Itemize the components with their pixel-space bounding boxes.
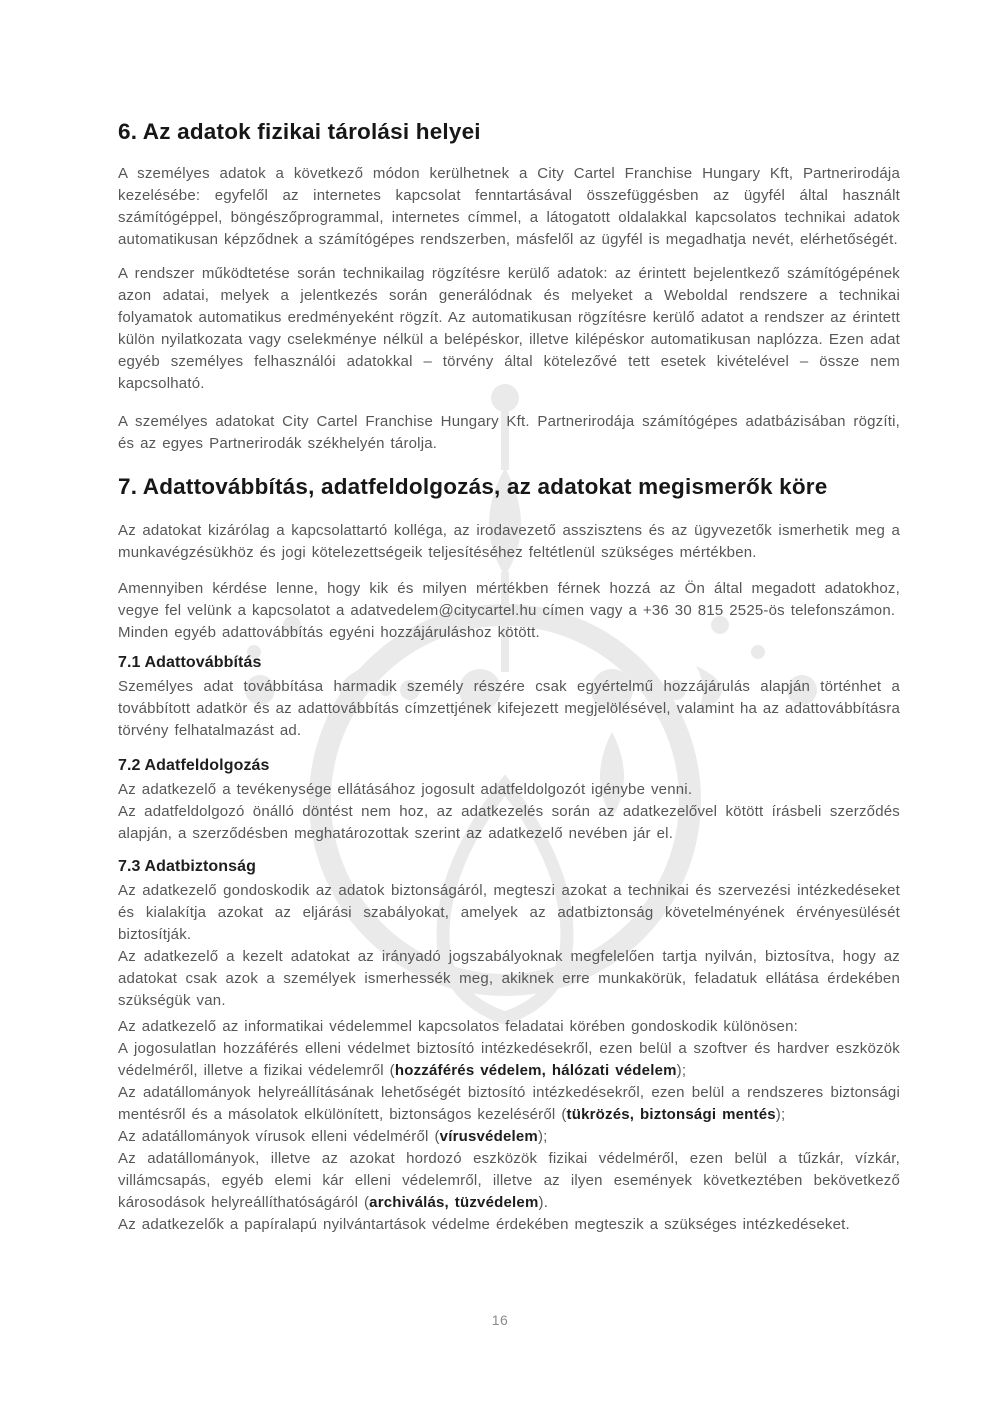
section-7-2-paragraph-1: Az adatkezelő a tevékenysége ellátásához jogosult adatfeldolgozót igénybe venni.: [118, 781, 693, 798]
list-item-bold: vírusvédelem: [439, 1128, 538, 1145]
list-item-bold: tükrözés, biztonsági mentés: [566, 1106, 776, 1123]
section-7-2-paragraph-2: Az adatfeldolgozó önálló döntést nem hoz, az adatkezelés során az adatkezelővel kötött írásbeli szerződés alapján, a szerződésben meghatározottak szerint az adatkezelő nevében jár el.: [118, 803, 900, 842]
section-7-3-paragraph-2: Az adatkezelő a kezelt adatokat az irányadó jogszabályoknak megfelelően tartja nyilván, biztosítva, hogy az adatokat csak azok a személyek ismerhessék meg, akiknek erre munkakörük, feladatuk ellátása érdekében szükségük van.: [118, 948, 900, 1009]
section-7-2-heading: 7.2 Adatfeldolgozás: [118, 757, 270, 774]
section-7-3-paragraph-1: Az adatkezelő gondoskodik az adatok biztonságáról, megteszi azokat a technikai és szervezési intézkedéseket és kialakítja azokat az eljárási szabályokat, amelyek az adatbiztonság követelményének érvényesülését biztosítják.: [118, 882, 900, 943]
section-7-paragraph-3: Minden egyéb adattovábbítás egyéni hozzájáruláshoz kötött.: [118, 624, 540, 641]
page-number: 16: [491, 1312, 509, 1328]
list-item-bold: hozzáférés védelem, hálózati védelem: [394, 1062, 677, 1079]
list-item-text: );: [537, 1128, 548, 1145]
list-item-text: );: [775, 1106, 786, 1123]
section-6-paragraph-1: A személyes adatok a következő módon kerülhetnek a City Cartel Franchise Hungary Kft, Partnerirodája kezelésébe: egyfelől az internetes kapcsolat fenntartásával összefüggésben az ügyfél által használt számítógéppel, böngészőprogrammal, internetes címmel, a látogatott oldalakkal kapcsolatos technikai adatok automatikusan képződnek a számítógépes rendszerben, másfelől az ügyfél is megadhatja nevét, elérhetőségét.: [118, 165, 900, 248]
list-item-text: Az adatállományok vírusok elleni védelméről (: [118, 1128, 440, 1145]
list-item-text: Az adatállományok, illetve az azokat hordozó eszközök fizikai védelméről, ezen belül a tűzkár, vízkár, villámcsapás, egyéb elemi kár elleni védelemről, illetve az ilyen események következtében bekövetkező károsodások helyreállíthatóságáról (: [118, 1150, 900, 1211]
list-item-text: ).: [538, 1194, 549, 1211]
section-6-heading: 6. Az adatok fizikai tárolási helyei: [118, 119, 481, 144]
security-list-item-4: [118, 1148, 900, 1214]
section-7-1-heading: 7.1 Adattovábbítás: [118, 654, 262, 671]
security-list-item-2: [118, 1082, 900, 1126]
document-content: [118, 0, 900, 1236]
section-7-paragraph-1: Az adatokat kizárólag a kapcsolattartó kolléga, az irodavezető asszisztens és az ügyvezetők ismerhetik meg a munkavégzésükhöz és jogi kötelezettségeik teljesítéséhez feltétlenül szükséges mértékben.: [118, 522, 900, 561]
security-list-item-3: [118, 1126, 900, 1148]
list-item-text: Az adatállományok helyreállításának lehetőségét biztosító intézkedésekről, ezen belül a rendszeres biztonsági mentésről és a másolatok elkülönített, biztonságos kezeléséről (: [118, 1084, 900, 1123]
section-7-3-paragraph-final: Az adatkezelők a papíralapú nyilvántartások védelme érdekében megteszik a szükséges intézkedéseket.: [118, 1216, 850, 1233]
section-7-heading: 7. Adattovábbítás, adatfeldolgozás, az adatokat megismerők köre: [118, 474, 828, 499]
list-item-text: A jogosulatlan hozzáférés elleni védelmet biztosító intézkedésekről, ezen belül a szoftver és hardver eszközök védelméről, illetve a fizikai védelemről (: [118, 1040, 900, 1079]
section-7-1-paragraph: Személyes adat továbbítása harmadik személy részére csak egyértelmű hozzájárulás alapján történhet a továbbított adatkör és az adattovábbítás címzettjének kifejezett megjelölésével, valamint ha az adattovábbításra törvény felhatalmazást ad.: [118, 678, 900, 739]
section-7-paragraph-2: Amennyiben kérdése lenne, hogy kik és milyen mértékben férnek hozzá az Ön által megadott adatokhoz, vegye fel velünk a kapcsolatot a adatvedelem@citycartel.hu címen vagy a +36 30 815 2525-ös telefonszámon.: [118, 580, 900, 619]
list-item-bold: archiválás, tüzvédelem: [369, 1194, 539, 1211]
security-list-item-1: [118, 1038, 900, 1082]
section-7-3-heading: 7.3 Adatbiztonság: [118, 858, 257, 875]
section-6-paragraph-3: A személyes adatokat City Cartel Franchise Hungary Kft. Partnerirodája számítógépes adatbázisában rögzíti, és az egyes Partnerirodák székhelyén tárolja.: [118, 413, 900, 452]
security-list-intro: Az adatkezelő az informatikai védelemmel kapcsolatos feladatai körében gondoskodik különösen:: [118, 1018, 798, 1035]
list-item-text: );: [676, 1062, 687, 1079]
section-6-paragraph-2: A rendszer működtetése során technikailag rögzítésre kerülő adatok: az érintett bejelentkező számítógépének azon adatai, melyek a jelentkezés során generálódnak és melyeket a Weboldal rendszere a technikai folyamatok automatikus eredményeként rögzít. Az automatikusan rögzítésre kerülő adatot a rendszer az érintett külön nyilatkozata vagy cselekménye nélkül a belépéskor, illetve kilépéskor automatikusan naplózza. Ezen adat egyéb személyes felhasználói adatokkal – törvény által kötelezővé tett esetek kivételével – össze nem kapcsolható.: [118, 265, 900, 392]
